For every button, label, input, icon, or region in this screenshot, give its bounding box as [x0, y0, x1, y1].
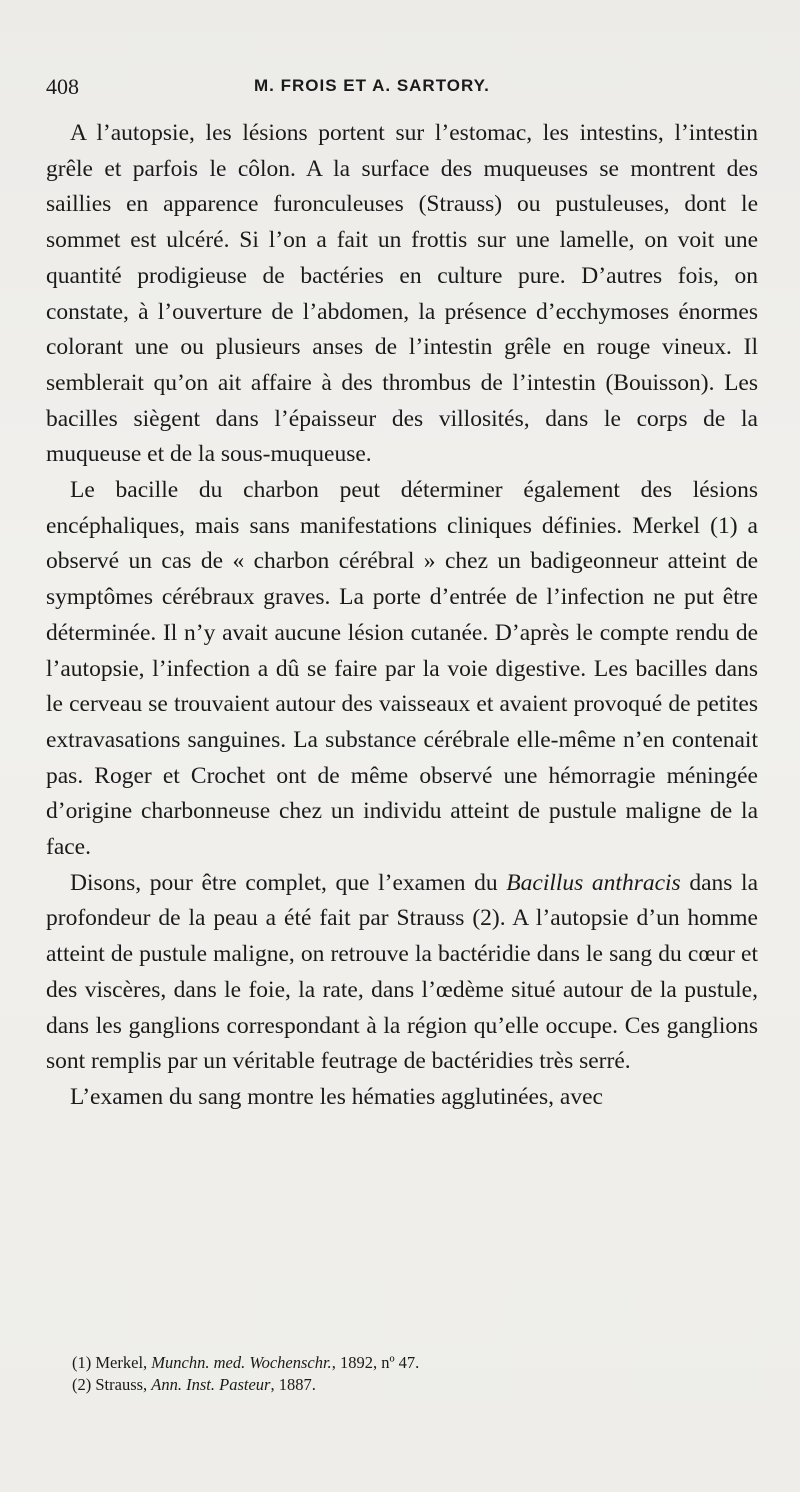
paragraph-autopsy: A l’autopsie, les lésions portent sur l’estomac, les intestins, l’intestin grêle et parfois le côlon. A la surface des muqueuses se montrent des saillies en apparence furonculeuses (Strauss) ou pustuleuses, dont le sommet est ulcéré. Si l’on a fait un frottis sur une lamelle, on voit une quantité prodigieuse de bactéries en culture pure. D’autres fois, on constate, à l’ouverture de l’abdomen, la présence d’ecchymoses énormes colorant une ou plusieurs anses de l’intestin grêle en rouge vineux. Il semblerait qu’on ait affaire à des thrombus de l’intestin (Bouisson). Les bacilles siègent dans l’épaisseur des villosités, dans le corps de la muqueuse et de la sous-muqueuse.: [46, 120, 758, 468]
footnote-source: Munchn. med. Wochenschr.: [151, 1353, 332, 1372]
footnote-marker: (2): [72, 1375, 92, 1394]
page-header: [46, 74, 758, 104]
footnotes: [72, 1352, 752, 1396]
footnote-author: Strauss,: [95, 1375, 152, 1394]
footnote-details: , 1892, nº 47.: [331, 1353, 420, 1372]
paragraph-strauss: [46, 866, 758, 1080]
paragraph-strauss-start: Disons, pour être complet, que l’examen du: [70, 869, 507, 896]
body-text: [46, 116, 758, 1116]
footnote-details: , 1887.: [270, 1375, 316, 1394]
footnote-author: Merkel,: [95, 1353, 152, 1372]
page-number: 408: [46, 74, 79, 99]
paragraph-strauss-end: dans la profondeur de la peau a été fait par Strauss (2). A l’autopsie d’un homme atteint de pustule maligne, on retrouve la bactéridie dans le sang du cœur et des viscères, dans le foie, la rate, dans l’œdème situé autour de la pustule, dans les ganglions correspondant à la région qu’elle occupe. Ces ganglions sont remplis par un véritable feutrage de bactéridies très serré.: [46, 869, 759, 1075]
footnote-marker: (1): [72, 1353, 92, 1372]
paragraph-encephalic: Le bacille du charbon peut déterminer également des lésions encéphaliques, mais sans manifestations cliniques définies. Merkel (1) a observé un cas de « charbon cérébral » chez un badigeonneur atteint de symptômes cérébraux graves. La porte d’entrée de l’infection ne put être déterminée. Il n’y avait aucune lésion cutanée. D’après le compte rendu de l’autopsie, l’infection a dû se faire par la voie digestive. Les bacilles dans le cerveau se trouvaient autour des vaisseaux et avaient provoqué de petites extravasations sanguines. La substance cérébrale elle-même n’en contenait pas. Roger et Crochet ont de même observé une hémorragie méningée d’origine charbonneuse chez un individu atteint de pustule maligne de la face.: [46, 477, 758, 861]
footnote-2: [72, 1374, 752, 1396]
running-head: M. FROIS ET A. SARTORY.: [254, 76, 490, 95]
paragraph-blood: L’examen du sang montre les hématies agglutinées, avec: [70, 1083, 603, 1110]
species-name: Bacillus anthracis: [506, 869, 681, 896]
footnote-1: [72, 1352, 752, 1374]
footnote-source: Ann. Inst. Pasteur: [151, 1375, 271, 1394]
